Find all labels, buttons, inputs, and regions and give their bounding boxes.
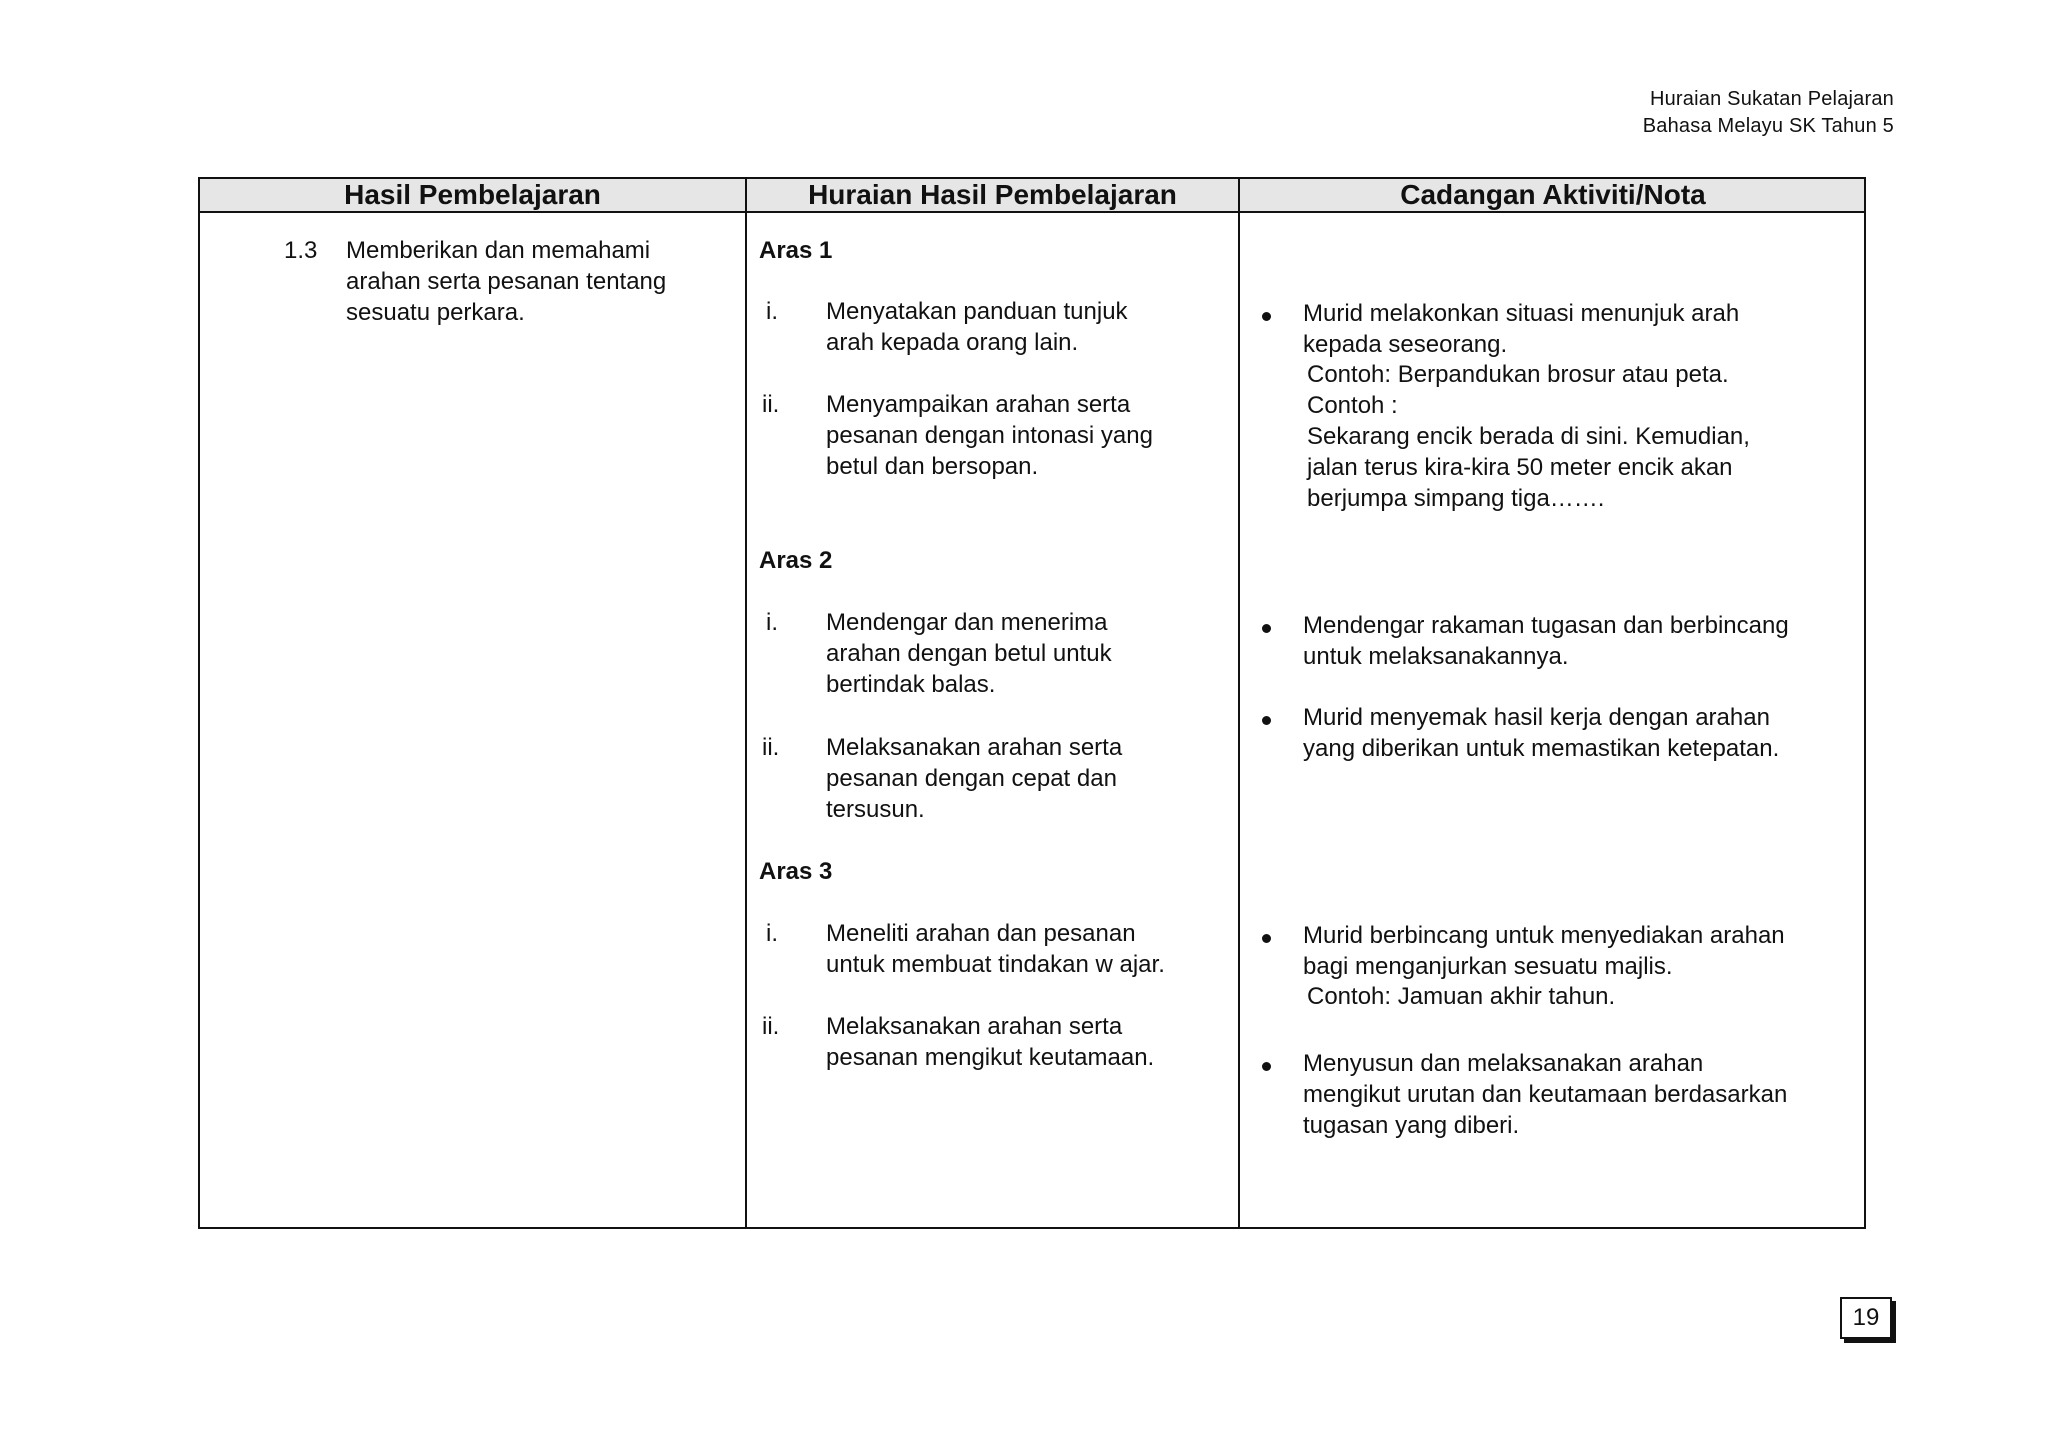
item-number: i. [766, 920, 778, 947]
item-line: tersusun. [826, 796, 925, 823]
activity-line: untuk melaksanakannya. [1303, 643, 1569, 670]
bullet-icon [1262, 1062, 1271, 1071]
item-number: i. [766, 609, 778, 636]
activity-line: Murid menyemak hasil kerja dengan arahan [1303, 704, 1770, 731]
bullet-icon [1262, 716, 1271, 725]
level-title: Aras 2 [759, 547, 833, 574]
column-header-cadangan: Cadangan Aktiviti/Nota [1400, 179, 1706, 210]
activity-line: Murid melakonkan situasi menunjuk arah [1303, 300, 1740, 327]
item-line: Mendengar dan menerima [826, 609, 1108, 636]
activity-note: berjumpa simpang tiga……. [1307, 485, 1605, 512]
header-line-1: Huraian Sukatan Pelajaran [1649, 88, 1894, 110]
item-number: ii. [762, 391, 780, 418]
item-line: Menyampaikan arahan serta [826, 391, 1131, 418]
activity-line: mengikut urutan dan keutamaan berdasarkan [1303, 1081, 1788, 1108]
item-line: pesanan dengan cepat dan [826, 765, 1117, 792]
item-line: pesanan mengikut keutamaan. [826, 1044, 1155, 1071]
activity-line: Murid berbincang untuk menyediakan arahan [1303, 922, 1785, 949]
item-line: pesanan dengan intonasi yang [826, 422, 1153, 449]
item-line: untuk membuat tindakan w ajar. [826, 951, 1165, 978]
activity-note: Contoh : [1307, 392, 1398, 419]
activity-note: jalan terus kira-kira 50 meter encik akan [1307, 454, 1733, 481]
activity-line: tugasan yang diberi. [1303, 1112, 1520, 1139]
activity-line: kepada seseorang. [1303, 331, 1508, 358]
syllabus-table [198, 177, 1866, 1229]
level-title: Aras 1 [759, 237, 833, 264]
column-divider-2 [1238, 179, 1240, 1227]
activity-line: Menyusun dan melaksanakan arahan [1303, 1050, 1704, 1077]
activity-line: bagi menganjurkan sesuatu majlis. [1303, 953, 1673, 980]
outcome-line-2: arahan serta pesanan tentang [346, 268, 667, 295]
item-number: ii. [762, 1013, 780, 1040]
bullet-icon [1262, 624, 1271, 633]
item-line: arah kepada orang lain. [826, 329, 1079, 356]
page-number: 19 [1840, 1297, 1892, 1339]
activity-note: Contoh: Berpandukan brosur atau peta. [1307, 361, 1729, 388]
activity-note: Sekarang encik berada di sini. Kemudian, [1307, 423, 1750, 450]
bullet-icon [1262, 312, 1271, 321]
level-title: Aras 3 [759, 858, 833, 885]
column-header-huraian: Huraian Hasil Pembelajaran [808, 179, 1177, 210]
item-line: arahan dengan betul untuk [826, 640, 1112, 667]
column-header-hasil-pembelajaran: Hasil Pembelajaran [344, 179, 601, 210]
outcome-number: 1.3 [284, 237, 318, 264]
table-header-row [200, 179, 1864, 213]
activity-line: Mendengar rakaman tugasan dan berbincang [1303, 612, 1789, 639]
column-divider-1 [745, 179, 747, 1227]
bullet-icon [1262, 934, 1271, 943]
document-header [1643, 86, 1894, 140]
outcome-line-1: Memberikan dan memahami [346, 237, 651, 264]
item-number: ii. [762, 734, 780, 761]
item-line: Melaksanakan arahan serta [826, 734, 1123, 761]
item-line: betul dan bersopan. [826, 453, 1039, 480]
activity-note: Contoh: Jamuan akhir tahun. [1307, 983, 1616, 1010]
item-line: Menyatakan panduan tunjuk [826, 298, 1128, 325]
item-line: bertindak balas. [826, 671, 996, 698]
activity-line: yang diberikan untuk memastikan ketepatan. [1303, 735, 1780, 762]
outcome-line-3: sesuatu perkara. [346, 299, 525, 326]
item-number: i. [766, 298, 778, 325]
header-line-2: Bahasa Melayu SK Tahun 5 [1642, 115, 1894, 137]
item-line: Meneliti arahan dan pesanan [826, 920, 1136, 947]
item-line: Melaksanakan arahan serta [826, 1013, 1123, 1040]
